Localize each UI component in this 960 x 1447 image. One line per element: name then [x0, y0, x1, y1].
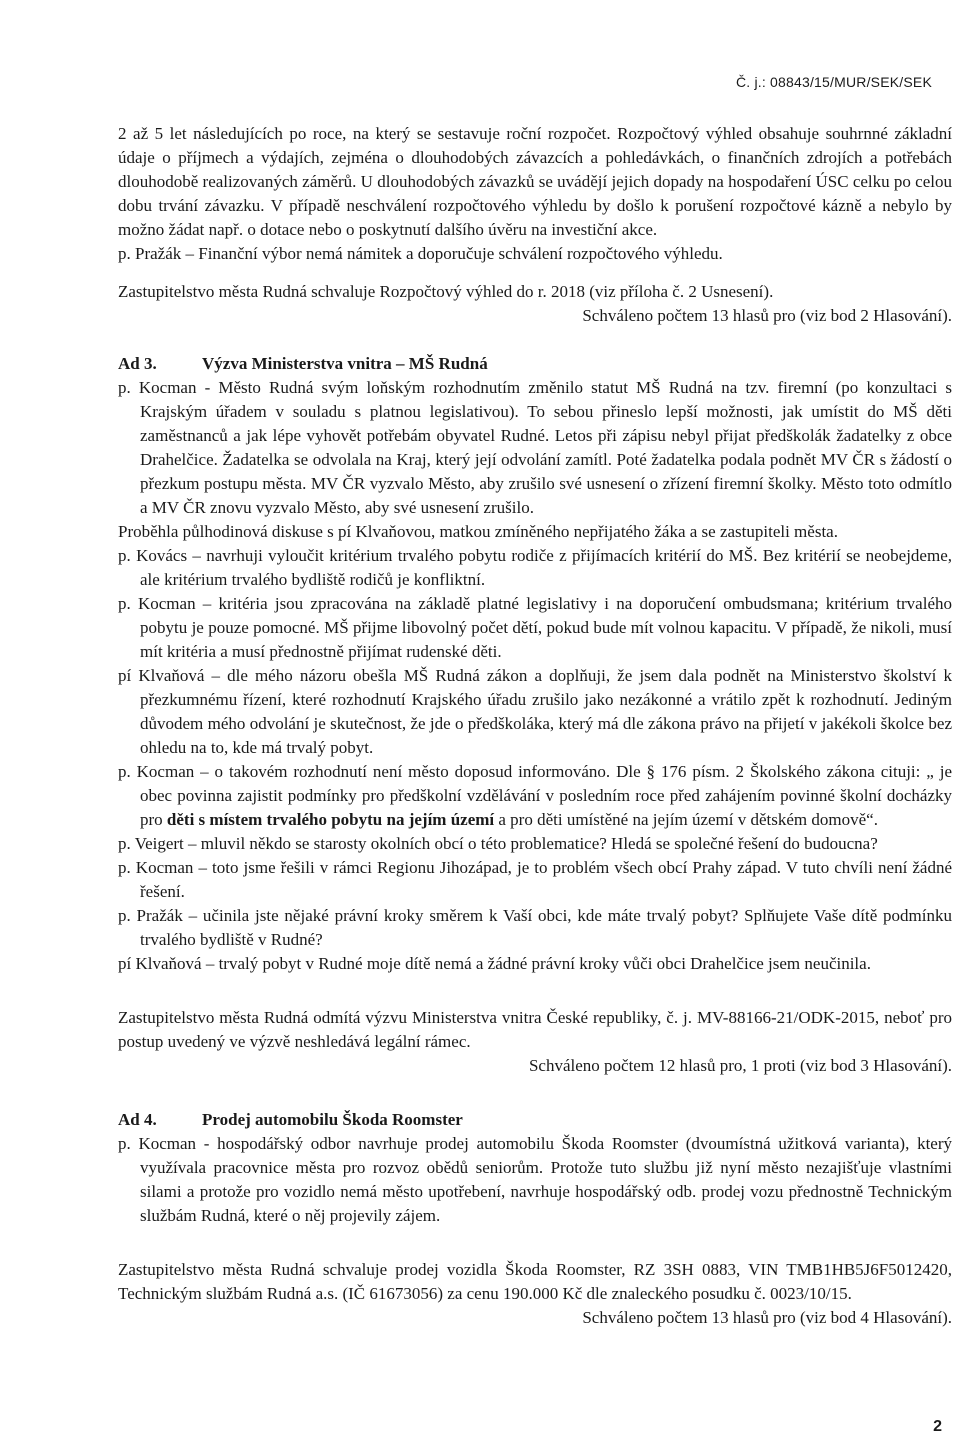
resolution-item-2: Zastupitelstvo města Rudná schvaluje Rozpočtový výhled do r. 2018 (viz příloha č. 2 Usnesení). — [118, 282, 774, 301]
section-number: Ad 3. — [118, 354, 157, 373]
discussion-kocman-2: p. Kocman – kritéria jsou zpracována na základě platné legislativy i na doporučení ombudsmana; kritérium trvalého pobytu je pouze pomocné. MŠ přijme libovolný počet dětí, pokud bude mít volnou kapacitu. V případě, že nikoli, musí mít kritéria a musí přednostně přijímat rudenské děti. — [118, 594, 952, 661]
resolution-item-3: Zastupitelstvo města Rudná odmítá výzvu Ministerstva vnitra České republiky, č. j. MV-88166-21/ODK-2015, neboť pro postup uvedený ve výzvě neshledává legální rámec. — [118, 1008, 952, 1051]
vote-item-4: Schváleno počtem 13 hlasů pro (viz bod 4 Hlasování). — [582, 1308, 952, 1327]
section-heading-ad4 — [118, 1108, 952, 1132]
page-number: 2 — [933, 1418, 942, 1435]
discussion-kocman-1: p. Kocman - Město Rudná svým loňským rozhodnutím změnilo statut MŠ Rudná na tzv. firemní (po konzultaci s Krajským úřadem v souladu s platnou legislativou). To sebou přineslo lepší možnosti, jak umístit do MŠ děti zaměstnanců a jak lépe vyhovět potřebám obyvatel Rudné. Letos při zápisu nebyl přijat předškolák žadatelky z obce Drahelčice. Žadatelka se odvolala na Kraj, který její odvolání zamítl. Poté žadatelka podala podnět MV ČR s žádostí o přezkum postupu města. MV ČR vyzvalo Město, aby zrušilo své usnesení o zřízení firemní školky. Město toto odmítlo a MV ČR znovu vyzvalo Město, aby své usnesení zrušilo. — [118, 378, 952, 517]
discussion-kocman-3 — [118, 760, 952, 832]
paragraph-prazak-finance: p. Pražák – Finanční výbor nemá námitek a doporučuje schválení rozpočtového výhledu. — [118, 244, 723, 263]
vote-item-3: Schváleno počtem 12 hlasů pro, 1 proti (viz bod 3 Hlasování). — [528, 1056, 952, 1075]
discussion-prazak: p. Pražák – učinila jste nějaké právní kroky směrem k Vaší obci, kde máte trvalý pobyt? Splňujete Vaše dítě podmínku trvalého bydliště v Rudné? — [118, 906, 952, 949]
paragraph-budget-outlook: 2 až 5 let následujících po roce, na který se sestavuje roční rozpočet. Rozpočtový výhled obsahuje souhrnné základní údaje o příjmech a výdajích, zejména o dlouhodobých závazcích a pohledávkách, o finančních zdrojích a potřebách dlouhodobě realizovaných záměrů. U dlouhodobých závazků se uvádějí jejich dopady na hospodaření ÚSC celku po celou dobu trvání závazku. V případě neschválení rozpočtového výhledu by došlo k porušení rozpočtové kázně a nebylo by možno žádat např. o dotace nebo o poskytnutí dalšího úvěru na investiční akce. — [118, 124, 952, 239]
discussion-kovacs: p. Kovács – navrhuji vyloučit kritérium trvalého pobytu rodiče z přijímacích kritérií do MŠ. Bez kritérií se neobejdeme, ale kritérium trvalého bydliště rodičů je konfliktní. — [118, 546, 952, 589]
quote-emphasis: děti s místem trvalého pobytu na jejím území — [166, 810, 495, 829]
section-number: Ad 4. — [118, 1110, 157, 1129]
section-title: Výzva Ministerstva vnitra – MŠ Rudná — [202, 354, 488, 373]
section-heading-ad3 — [118, 352, 952, 376]
discussion-klvanova-2: pí Klvaňová – trvalý pobyt v Rudné moje dítě nemá a žádné právní kroky vůči obci Drahelčice jsem neučinila. — [118, 954, 871, 973]
resolution-text: Zastupitelstvo města Rudná schvaluje prodej vozidla Škoda Roomster, RZ 3SH 0883, VIN TMB1HB5J6F5012420, Technickým službám Rudná a.s. (IČ 61673056) za cenu 190.000 Kč dle znaleckého posudku č. 0023/10/15. — [118, 1260, 952, 1303]
quote-text-end: a pro děti umístěné na jejím území v dětském domově“. — [494, 810, 878, 829]
quote-text: p. Kocman – o takovém rozhodnutí není město doposud informováno. Dle § 176 písm. 2 Školského zákona cituji: „ je obec povinna zajistit podmínky pro předškolní vzdělávání v posledním roce před zahájením povinné školní docházky pro — [118, 762, 952, 829]
vote-item-2: Schváleno počtem 13 hlasů pro (viz bod 2 Hlasování). — [582, 306, 952, 325]
document-reference: Č. j.: 08843/15/MUR/SEK/SEK — [735, 74, 932, 90]
document-body — [118, 122, 952, 1330]
discussion-klvanova-1: pí Klvaňová – dle mého názoru obešla MŠ Rudná zákon a doplňuji, že jsem dala podnět na Ministerstvo školství k přezkumnému řízení, které rozhodnutí Krajského úřadu zrušilo jako nezákonné a vrátilo zpět k rozhodnutí. Jediným důvodem mého odvolání je skutečnost, že jde o předškoláka, který má dle zákona právo na přijetí v jakékoli školce bez ohledu na to, kde má trvalý pobyt. — [118, 666, 952, 757]
discussion-kocman-5: p. Kocman - hospodářský odbor navrhuje prodej automobilu Škoda Roomster (dvoumístná užitková varianta), který využívala pracovnice města pro rozvoz obědů seniorům. Protože tuto službu již nyní město nezajišťuje vlastními silami a protože pro vozidlo nemá město upotřebení, navrhuje hospodářský odb. prodej vozu přednostně Technickým službám Rudná, které o něj projevily zájem. — [118, 1134, 952, 1225]
section-title: Prodej automobilu Škoda Roomster — [202, 1110, 463, 1129]
discussion-veigert: p. Veigert – mluvil někdo se starosty okolních obcí o této problematice? Hledá se společné řešení do budoucna? — [118, 834, 878, 853]
discussion-note: Proběhla půlhodinová diskuse s pí Klvaňovou, matkou zmíněného nepřijatého žáka a se zastupiteli města. — [118, 522, 838, 541]
discussion-kocman-4: p. Kocman – toto jsme řešili v rámci Regionu Jihozápad, je to problém všech obcí Prahy západ. V tuto chvíli není žádné řešení. — [118, 858, 952, 901]
resolution-item-4 — [118, 1258, 952, 1327]
